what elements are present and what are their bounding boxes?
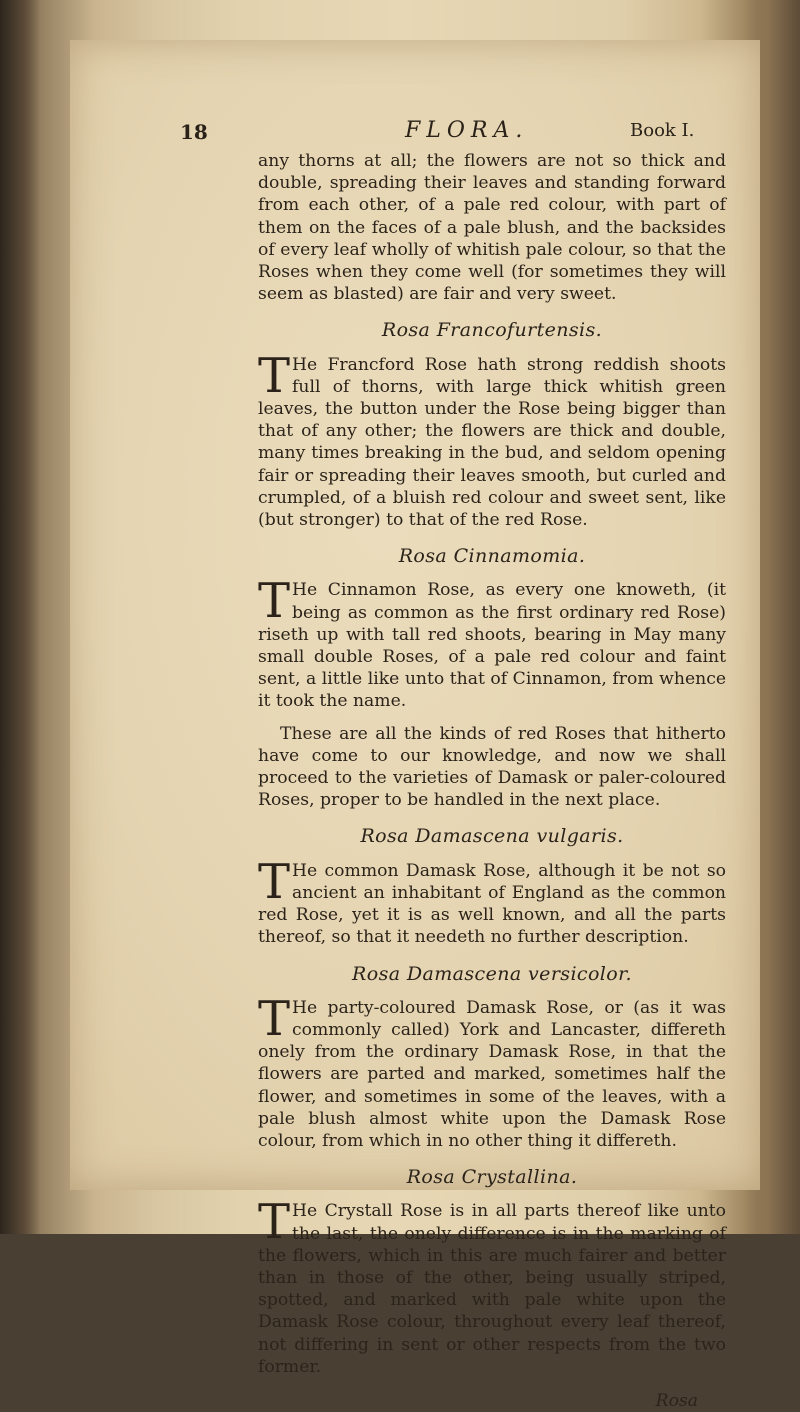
section-text: He party-coloured Damask Rose, or (as it was commonly called) York and Lancaster, differeth onely from the ordinary Damask Rose, in that the flowers are parted and marked, sometimes half the flower, and sometimes in some of the leaves, with a pale blush almost white upon the Damask Rose colour, from which in no other thing it differeth.: [258, 997, 726, 1151]
catchword: Rosa: [655, 1390, 698, 1411]
running-head: [0, 120, 800, 146]
dropcap: T: [258, 573, 291, 630]
book-spine-shadow: [0, 0, 40, 1234]
dropcap: T: [258, 990, 291, 1047]
section-crystallina: [258, 1166, 726, 1378]
dropcap: T: [258, 1194, 291, 1251]
section-damascena-vulgaris: [258, 825, 726, 948]
dropcap: T: [258, 347, 291, 404]
section-paragraph: [258, 1194, 726, 1378]
section-paragraph: [258, 573, 726, 712]
section-heading: Rosa Cinnamomia.: [398, 545, 586, 568]
section-cinnamomia: [258, 545, 726, 712]
section-paragraph: [258, 347, 726, 532]
section-text: He common Damask Rose, although it be not so ancient an inhabitant of England as the common red Rose, yet it is as well known, and all the parts thereof, so that it needeth no further description.: [258, 860, 726, 948]
page-number: 18: [180, 120, 208, 144]
section-heading: Rosa Crystallina.: [406, 1166, 578, 1189]
section-heading: Rosa Damascena vulgaris.: [360, 825, 624, 848]
page-body: [258, 150, 726, 1412]
section-heading: Rosa Francofurtensis.: [381, 319, 603, 342]
section-text: He Francford Rose hath strong reddish shoots full of thorns, with large thick whitish green leaves, the button under the Rose being bigger than that of any other; the flowers are thick and double, many times breaking in the bud, and seldom opening fair or spreading their leaves smooth, but curled and crumpled, of a bluish red colour and sweet sent, like (but stronger) to that of the red Rose.: [258, 354, 726, 531]
dropcap: T: [258, 853, 291, 910]
section-francofurtensis: [258, 319, 726, 531]
section-text: He Crystall Rose is in all parts thereof like unto the last, the onely difference is in the marking of the flowers, which in this are much fairer and better than in those of the other, being usually striped, spotted, and marked with pale white upon the Damask Rose colour, throughout every leaf thereof, not differing in sent or other respects from the two former.: [258, 1201, 726, 1377]
transition-paragraph: These are all the kinds of red Roses that hitherto have come to our knowledge, and now we shall proceed to the varieties of Damask or paler-coloured Roses, proper to be handled in the next place.: [258, 723, 726, 811]
section-text: He Cinnamon Rose, as every one knoweth, (it being as common as the first ordinary red Rose) riseth up with tall red shoots, bearing in May many small double Roses, of a pale red colour and faint sent, a little like unto that of Cinnamon, from whence it took the name.: [258, 580, 726, 712]
book-number: Book I.: [630, 120, 695, 141]
section-damascena-versicolor: [258, 963, 726, 1153]
intro-paragraph: any thorns at all; the flowers are not so thick and double, spreading their leaves and standing forward from each other, of a pale red colour, with part of them on the faces of a pale blush, and the backsides of every leaf wholly of whitish pale colour, so that the Roses when they come well (for sometimes they will seem as blasted) are fair and very sweet.: [258, 151, 726, 305]
section-heading: Rosa Damascena versicolor.: [352, 962, 632, 985]
book-title: FLORA.: [405, 118, 529, 143]
section-paragraph: [258, 990, 726, 1152]
section-paragraph: [258, 853, 726, 949]
